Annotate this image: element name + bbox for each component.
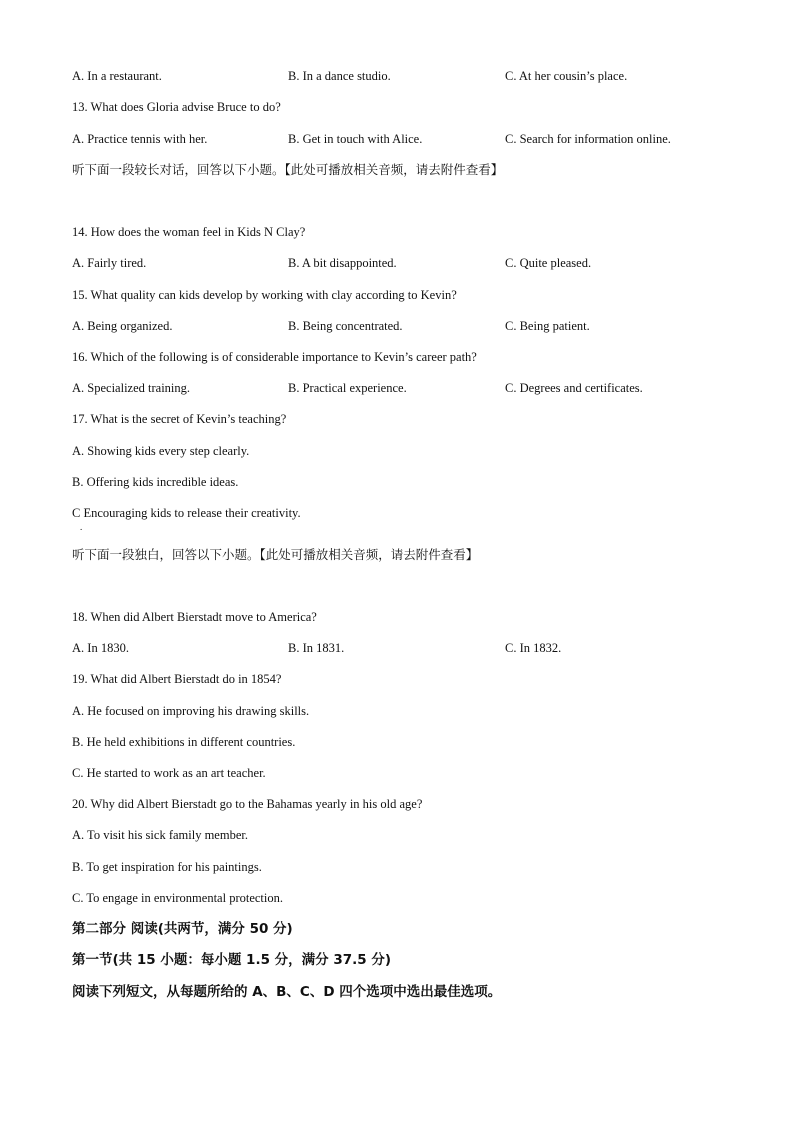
q14-option-b: B. A bit disappointed. xyxy=(288,256,397,270)
q20-option-b: B. To get inspiration for his paintings. xyxy=(72,860,262,874)
q19-stem: 19. What did Albert Bierstadt do in 1854? xyxy=(72,672,282,686)
stray-dot: . xyxy=(80,522,83,532)
q14-stem: 14. How does the woman feel in Kids N Clay? xyxy=(72,225,306,239)
q18-option-c: C. In 1832. xyxy=(505,641,562,655)
q13-option-a: A. Practice tennis with her. xyxy=(72,132,208,146)
q13-option-b: B. Get in touch with Alice. xyxy=(288,132,423,146)
q19-option-a: A. He focused on improving his drawing skills. xyxy=(72,704,310,718)
q17-option-a: A. Showing kids every step clearly. xyxy=(72,444,250,458)
q20-option-a: A. To visit his sick family member. xyxy=(72,828,248,842)
q19-option-c: C. He started to work as an art teacher. xyxy=(72,766,266,780)
q16-option-b: B. Practical experience. xyxy=(288,381,407,395)
listening-instruction-1: 听下面一段较长对话，回答以下小题。【此处可播放相关音频，请去附件查看】 xyxy=(72,162,504,177)
q18-option-b: B. In 1831. xyxy=(288,641,345,655)
part2-instruction: 阅读下列短文，从每题所给的 A、B、C、D 四个选项中选出最佳选项。 xyxy=(72,984,502,1000)
q15-option-a: A. Being organized. xyxy=(72,319,173,333)
part2-section1: 第一节(共 15 小题：每小题 1.5 分，满分 37.5 分) xyxy=(72,952,392,968)
q13-option-c: C. Search for information online. xyxy=(505,132,671,146)
q17-stem: 17. What is the secret of Kevin’s teaching? xyxy=(72,412,287,426)
q15-option-c: C. Being patient. xyxy=(505,319,590,333)
q19-option-b: B. He held exhibitions in different countries. xyxy=(72,735,296,749)
q20-option-c: C. To engage in environmental protection. xyxy=(72,891,283,905)
q20-stem: 20. Why did Albert Bierstadt go to the Bahamas yearly in his old age? xyxy=(72,797,423,811)
q17-option-b: B. Offering kids incredible ideas. xyxy=(72,475,239,489)
q12-option-b: B. In a dance studio. xyxy=(288,69,391,83)
listening-instruction-2: 听下面一段独白，回答以下小题。【此处可播放相关音频，请去附件查看】 xyxy=(72,547,479,562)
q18-option-a: A. In 1830. xyxy=(72,641,129,655)
q17-option-c: C Encouraging kids to release their creativity. xyxy=(72,506,301,520)
q15-option-b: B. Being concentrated. xyxy=(288,319,403,333)
q16-option-a: A. Specialized training. xyxy=(72,381,191,395)
q14-option-c: C. Quite pleased. xyxy=(505,256,592,270)
q14-option-a: A. Fairly tired. xyxy=(72,256,147,270)
q12-option-a: A. In a restaurant. xyxy=(72,69,162,83)
part2-title: 第二部分 阅读(共两节，满分 50 分) xyxy=(72,921,293,937)
q16-stem: 16. Which of the following is of considerable importance to Kevin’s career path? xyxy=(72,350,477,364)
q13-stem: 13. What does Gloria advise Bruce to do? xyxy=(72,100,281,114)
q16-option-c: C. Degrees and certificates. xyxy=(505,381,643,395)
q15-stem: 15. What quality can kids develop by working with clay according to Kevin? xyxy=(72,288,457,302)
q18-stem: 18. When did Albert Bierstadt move to America? xyxy=(72,610,317,624)
q12-option-c: C. At her cousin’s place. xyxy=(505,69,628,83)
